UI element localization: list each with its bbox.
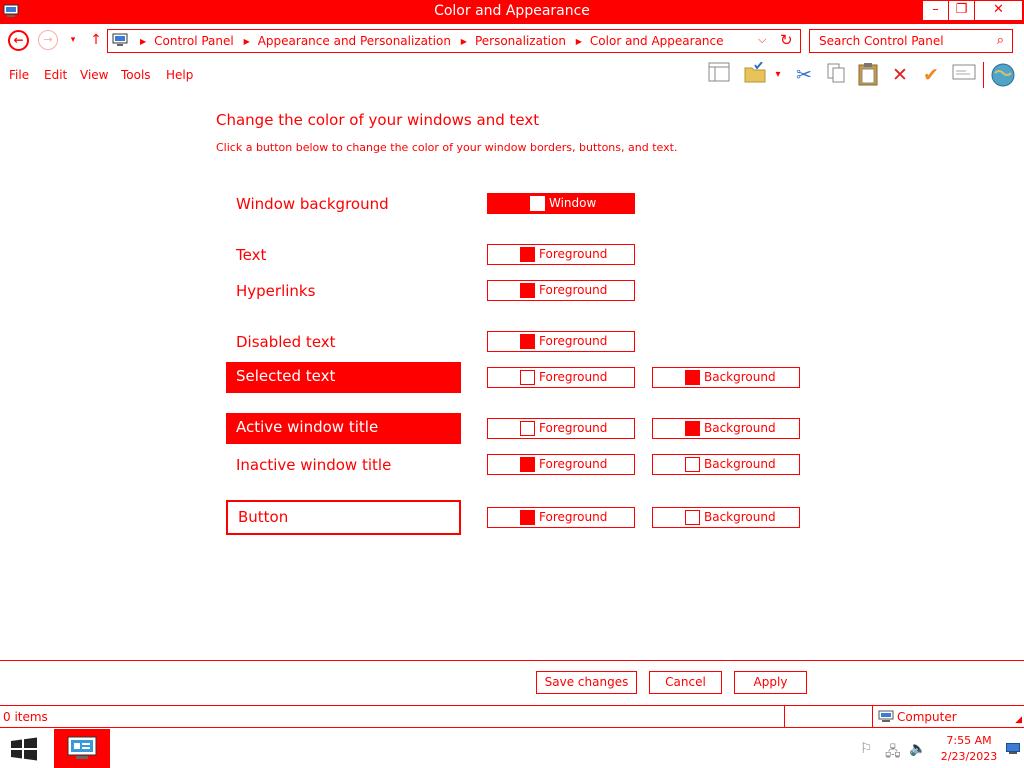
window-swatch <box>530 196 545 211</box>
back-arrow-icon[interactable]: ← <box>8 30 29 51</box>
button-background-button[interactable]: Background <box>652 507 800 528</box>
taskbar <box>0 729 1024 768</box>
computer-icon <box>878 710 894 723</box>
search-input[interactable] <box>809 29 1013 53</box>
button-background-swatch <box>685 510 700 525</box>
paste-icon[interactable] <box>855 62 881 88</box>
button-foreground-swatch <box>520 510 535 525</box>
clock-time: 7:55 AM <box>946 734 992 747</box>
inactive-window-title-label[interactable]: Inactive window title <box>236 456 392 474</box>
system-clock[interactable] <box>936 733 1002 765</box>
volume-icon[interactable]: 🔈 <box>909 741 927 757</box>
apply-button[interactable]: Apply <box>734 671 807 694</box>
footer-divider <box>0 660 1024 661</box>
status-divider <box>784 706 785 728</box>
active-title-background-swatch <box>685 421 700 436</box>
breadcrumb-control-panel[interactable]: Control Panel <box>154 34 234 48</box>
text-foreground-button[interactable]: Foreground <box>487 244 635 265</box>
menu-view[interactable]: View <box>80 68 109 82</box>
globe-icon[interactable] <box>990 62 1016 88</box>
disabled-text-foreground-button[interactable]: Foreground <box>487 331 635 352</box>
up-arrow-icon[interactable]: ↑ <box>90 32 102 48</box>
action-center-flag-icon[interactable]: ⚐ <box>860 741 873 757</box>
active-title-foreground-swatch <box>520 421 535 436</box>
inactive-title-background-swatch <box>685 457 700 472</box>
window-title: Color and Appearance <box>434 3 590 19</box>
inactive-title-foreground-swatch <box>520 457 535 472</box>
active-window-title-sample[interactable]: Active window title <box>226 413 461 444</box>
selected-text-background-button[interactable]: Background <box>652 367 800 388</box>
menu-file[interactable]: File <box>9 68 30 82</box>
save-changes-button[interactable]: Save changes <box>536 671 637 694</box>
text-foreground-swatch <box>520 247 535 262</box>
selected-text-foreground-button[interactable]: Foreground <box>487 367 635 388</box>
copy-icon[interactable] <box>823 62 849 88</box>
selected-text-sample[interactable]: Selected text <box>226 362 461 393</box>
hyperlinks-label[interactable]: Hyperlinks <box>236 282 316 300</box>
active-title-background-button[interactable]: Background <box>652 418 800 439</box>
layout-icon[interactable] <box>706 62 732 88</box>
breadcrumb-color-appearance[interactable]: Color and Appearance <box>589 34 724 48</box>
selected-text-background-swatch <box>685 370 700 385</box>
resize-grip-icon[interactable]: ◢ <box>1015 715 1022 725</box>
minimize-button[interactable]: – <box>922 0 949 21</box>
network-icon[interactable]: 🖧 <box>885 744 901 760</box>
folder-check-icon[interactable] <box>742 62 768 88</box>
cancel-button[interactable]: Cancel <box>649 671 722 694</box>
breadcrumb-separator-icon[interactable]: ▶ <box>575 37 582 46</box>
inactive-title-foreground-button[interactable]: Foreground <box>487 454 635 475</box>
close-button[interactable]: ✕ <box>974 0 1023 21</box>
breadcrumb-personalization[interactable]: Personalization <box>474 34 566 48</box>
refresh-icon[interactable]: ↻ <box>780 31 793 49</box>
text-label[interactable]: Text <box>236 246 267 264</box>
recent-locations-dropdown-icon[interactable]: ▾ <box>70 35 76 45</box>
address-bar[interactable] <box>107 29 801 53</box>
hyperlinks-foreground-swatch <box>520 283 535 298</box>
delete-icon[interactable]: ✕ <box>892 64 908 86</box>
menu-edit[interactable]: Edit <box>44 68 68 82</box>
properties-icon[interactable] <box>951 62 977 88</box>
page-title: Change the color of your windows and text <box>216 111 540 129</box>
maximize-button[interactable]: ❐ <box>948 0 975 21</box>
forward-arrow-icon[interactable]: → <box>38 30 58 50</box>
page-description: Click a button below to change the color of your window borders, buttons, and text. <box>216 141 678 154</box>
check-icon[interactable]: ✔ <box>923 64 939 86</box>
status-divider <box>872 706 873 728</box>
control-panel-icon <box>66 735 98 761</box>
breadcrumb-separator-icon[interactable]: ▶ <box>460 37 467 46</box>
cut-icon[interactable]: ✂ <box>796 64 812 86</box>
breadcrumb <box>134 34 724 48</box>
taskbar-control-panel-button[interactable] <box>54 729 110 768</box>
item-count: 0 items <box>3 710 48 724</box>
clock-date: 2/23/2023 <box>940 750 998 763</box>
search-placeholder: Search Control Panel <box>819 34 944 48</box>
window-background-label[interactable]: Window background <box>236 195 389 213</box>
button-foreground-button[interactable]: Foreground <box>487 507 635 528</box>
show-desktop-icon[interactable] <box>1006 743 1020 754</box>
search-icon[interactable]: ⌕ <box>996 33 1004 48</box>
hyperlinks-foreground-button[interactable]: Foreground <box>487 280 635 301</box>
windows-start-icon[interactable] <box>10 737 38 761</box>
location-label: Computer <box>897 710 957 724</box>
menu-tools[interactable]: Tools <box>121 68 151 82</box>
title-bar[interactable] <box>0 0 1024 24</box>
control-panel-icon <box>112 33 128 47</box>
status-bar <box>0 705 1024 728</box>
breadcrumb-appearance-personalization[interactable]: Appearance and Personalization <box>257 34 451 48</box>
dropdown-icon[interactable]: ▾ <box>775 69 781 80</box>
button-sample[interactable]: Button <box>226 500 461 535</box>
address-dropdown-icon[interactable]: ⌵ <box>758 33 767 46</box>
inactive-title-background-button[interactable]: Background <box>652 454 800 475</box>
selected-text-foreground-swatch <box>520 370 535 385</box>
active-title-foreground-button[interactable]: Foreground <box>487 418 635 439</box>
toolbar-divider <box>983 62 984 88</box>
breadcrumb-separator-icon[interactable]: ▶ <box>140 37 147 46</box>
breadcrumb-separator-icon[interactable]: ▶ <box>243 37 250 46</box>
disabled-text-label[interactable]: Disabled text <box>236 333 336 351</box>
menu-help[interactable]: Help <box>166 68 194 82</box>
window-color-button[interactable]: Window <box>487 193 635 214</box>
disabled-text-foreground-swatch <box>520 334 535 349</box>
